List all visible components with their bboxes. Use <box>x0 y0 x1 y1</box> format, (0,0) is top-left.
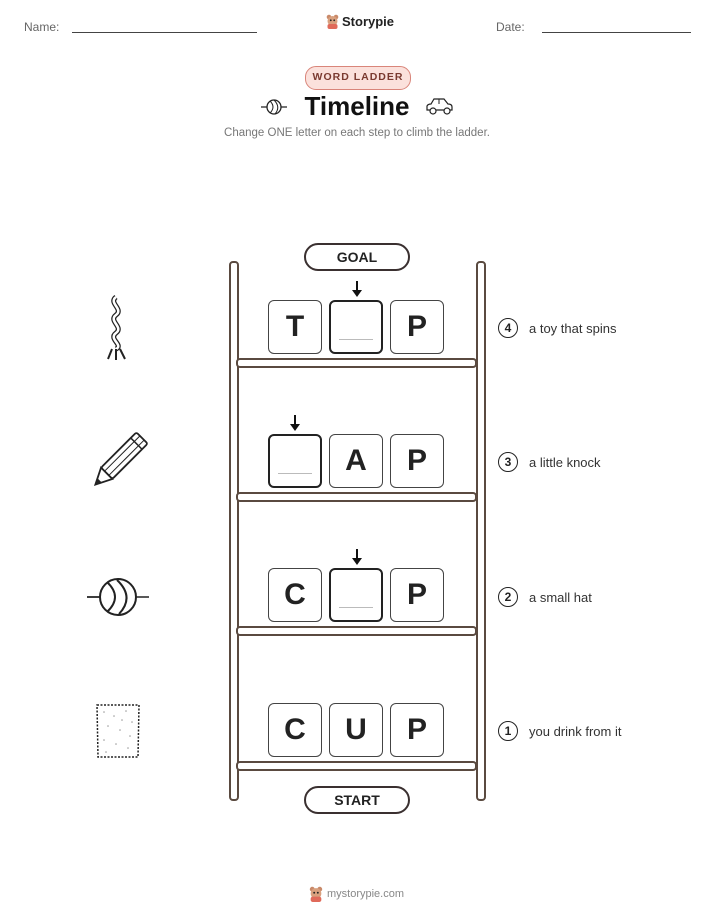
ladder-right-rail <box>476 261 486 801</box>
letter-tile: C <box>268 568 322 622</box>
paper-icon <box>94 702 142 760</box>
ladder-rung <box>236 358 477 368</box>
step-number: 1 <box>498 721 518 741</box>
ladder-rung <box>236 761 477 771</box>
step-clue: a small hat <box>529 590 592 605</box>
step-clue: you drink from it <box>529 724 622 739</box>
blank-letter-tile[interactable] <box>329 568 383 622</box>
blank-letter-tile[interactable] <box>329 300 383 354</box>
brand-logo <box>326 14 394 29</box>
letter-tile: P <box>390 568 444 622</box>
brand-name: Storypie <box>342 14 395 29</box>
ball-icon <box>85 574 151 620</box>
bear-icon <box>309 886 323 902</box>
date-label: Date: <box>496 20 525 34</box>
step-number: 3 <box>498 452 518 472</box>
step-number: 4 <box>498 318 518 338</box>
footer-url: mystorypie.com <box>327 888 405 900</box>
letter-tile: P <box>390 434 444 488</box>
word-ladder-badge: WORD LADDER <box>305 66 411 90</box>
start-label: START <box>304 786 410 814</box>
footer <box>309 886 404 902</box>
subtitle: Change ONE letter on each step to climb the ladder. <box>224 127 490 139</box>
name-line[interactable] <box>72 32 257 33</box>
bear-icon <box>326 14 339 29</box>
pencil-icon <box>88 430 148 494</box>
letter-tile: U <box>329 703 383 757</box>
letter-tile: A <box>329 434 383 488</box>
ladder-rung <box>236 492 477 502</box>
arrow-down-icon <box>288 414 302 432</box>
ladder-rung <box>236 626 477 636</box>
car-icon <box>424 96 454 116</box>
letter-tile: P <box>390 703 444 757</box>
date-line[interactable] <box>542 32 691 33</box>
arrow-down-icon <box>350 280 364 298</box>
step-number: 2 <box>498 587 518 607</box>
ladder-left-rail <box>229 261 239 801</box>
step-clue: a toy that spins <box>529 321 617 336</box>
goal-label: GOAL <box>304 243 410 271</box>
name-label: Name: <box>24 20 60 34</box>
page-title: Timeline <box>304 91 410 121</box>
letter-tile: P <box>390 300 444 354</box>
step-clue: a little knock <box>529 455 601 470</box>
letter-tile: C <box>268 703 322 757</box>
ball-small-icon <box>260 97 288 117</box>
letter-tile: T <box>268 300 322 354</box>
arrow-down-icon <box>350 548 364 566</box>
blank-letter-tile[interactable] <box>268 434 322 488</box>
rope-icon <box>100 293 132 361</box>
